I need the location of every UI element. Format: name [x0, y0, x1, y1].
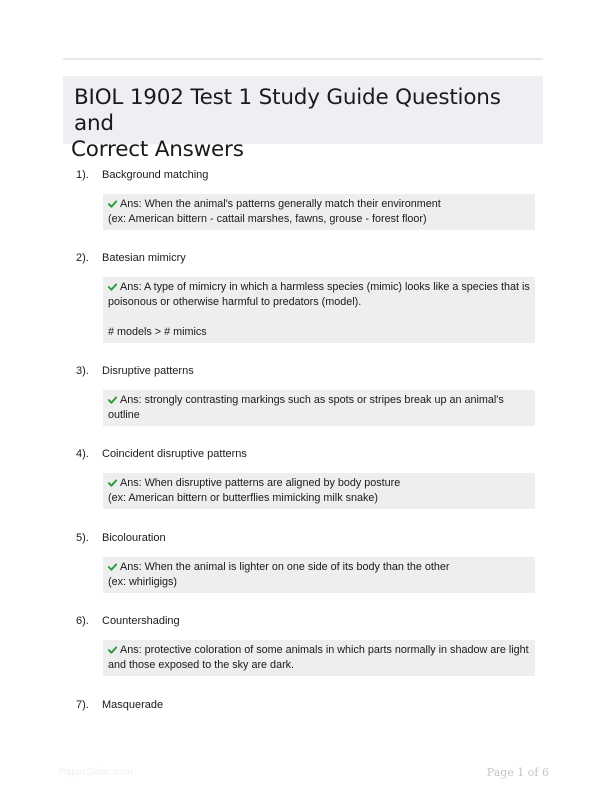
- check-icon: [108, 646, 117, 654]
- question-term: Background matching: [102, 169, 209, 181]
- question-number: 7).: [76, 699, 89, 711]
- question-2: [76, 251, 536, 265]
- answer-box-5: [103, 557, 535, 593]
- question-4: [76, 447, 536, 461]
- question-term: Batesian mimicry: [102, 252, 186, 264]
- question-5: [76, 531, 536, 545]
- question-7: [76, 698, 536, 712]
- question-number: 4).: [76, 448, 89, 460]
- answer-text: (ex: American bittern - cattail marshes, fawns, grouse - forest floor): [108, 213, 427, 225]
- question-3: [76, 364, 536, 378]
- answer-text: Ans: protective coloration of some animals in which parts normally in shadow are light and those exposed to the sky are dark.: [108, 644, 529, 671]
- question-term: Bicolouration: [102, 532, 166, 544]
- answer-box-6: [103, 640, 535, 676]
- check-icon: [108, 200, 117, 208]
- answer-text: (ex: whirligigs): [108, 576, 177, 588]
- check-icon: [108, 479, 117, 487]
- check-icon: [108, 563, 117, 571]
- answer-box-3: [103, 390, 535, 426]
- title-box: [63, 76, 543, 162]
- answer-box-2: [103, 277, 535, 343]
- answer-text: Ans: When disruptive patterns are aligned by body posture: [120, 477, 401, 489]
- question-term: Countershading: [102, 615, 180, 627]
- question-1: [76, 168, 536, 182]
- answer-text: (ex: American bittern or butterflies mimicking milk snake): [108, 492, 379, 504]
- page-indicator: Page 1 of 6: [486, 766, 549, 779]
- answer-box-1: [103, 194, 535, 230]
- answer-text: Ans: When the animal's patterns generally match their environment: [120, 198, 441, 210]
- page-title: [71, 85, 535, 163]
- question-number: 5).: [76, 532, 89, 544]
- top-divider: [63, 58, 543, 60]
- answer-text: Ans: A type of mimicry in which a harmless species (mimic) looks like a species that is poisonous or otherwise harmful to predators (model).: [108, 281, 530, 308]
- answer-text: Ans: strongly contrasting markings such as spots or stripes break up an animal's outline: [108, 394, 504, 421]
- question-number: 3).: [76, 365, 89, 377]
- answer-text: # models > # mimics: [108, 326, 207, 338]
- footer-watermark: PaperStdoc.com: [59, 767, 133, 778]
- page-title-line-2: Correct Answers: [71, 137, 244, 162]
- question-number: 1).: [76, 169, 89, 181]
- check-icon: [108, 396, 117, 404]
- check-icon: [108, 283, 117, 291]
- question-number: 2).: [76, 252, 89, 264]
- question-number: 6).: [76, 615, 89, 627]
- page-title-line-1: BIOL 1902 Test 1 Study Guide Questions and: [74, 85, 501, 136]
- question-term: Disruptive patterns: [102, 365, 194, 377]
- answer-text: Ans: When the animal is lighter on one side of its body than the other: [120, 561, 450, 573]
- question-6: [76, 614, 536, 628]
- answer-box-4: [103, 473, 535, 509]
- question-term: Coincident disruptive patterns: [102, 448, 247, 460]
- question-term: Masquerade: [102, 699, 164, 711]
